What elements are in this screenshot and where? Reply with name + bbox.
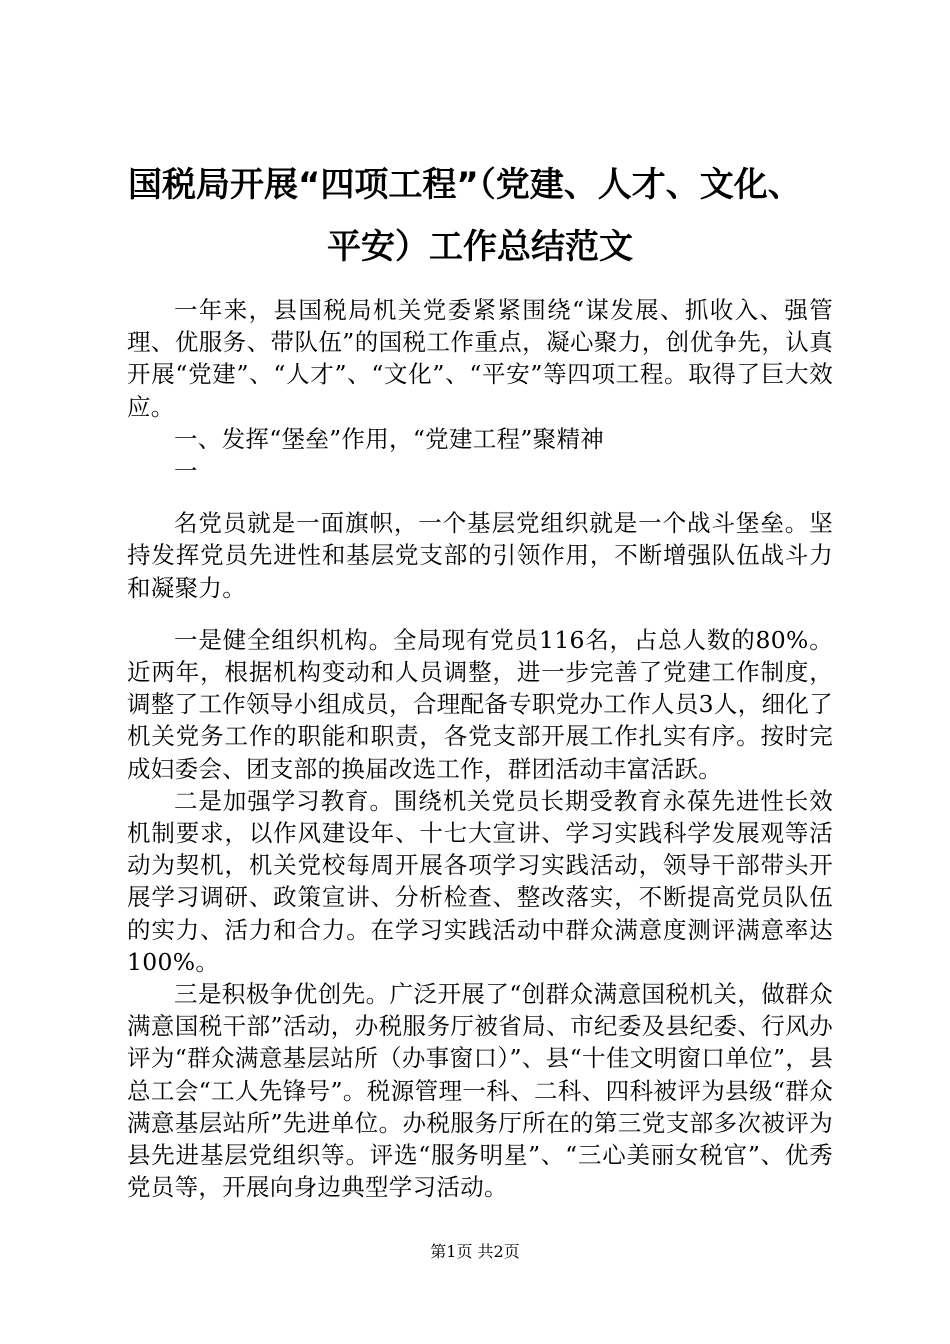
- document-body: [127, 294, 833, 1203]
- document-title-line-2: 平安）工作总结范文: [327, 227, 633, 267]
- section-heading-1: 一、发挥“堡垒”作用，“党建工程”聚精神: [174, 424, 605, 453]
- paragraph-party-members: 名党员就是一面旗帜，一个基层党组织就是一个战斗堡垒。坚持发挥党员先进性和基层党支部的引领作用，不断增强队伍战斗力和凝聚力。: [127, 509, 833, 602]
- paragraph-excellence: 三是积极争优创先。广泛开展了“创群众满意国税机关，做群众满意国税干部”活动，办税服务厅被省局、市纪委及县纪委、行风办评为“群众满意基层站所（办事窗口）”、县“十佳文明窗口单位”，县总工会“工人先锋号”。税源管理一科、二科、四科被评为县级“群众满意基层站所”先进单位。办税服务厅所在的第三党支部多次被评为县先进基层党组织等。评选“服务明星”、“三心美丽女税官”、优秀党员等，开展向身边典型学习活动。: [127, 980, 833, 1202]
- paragraph-fragment: 一: [174, 457, 198, 486]
- paragraph-intro: 一年来，县国税局机关党委紧紧围绕“谋发展、抓收入、强管理、优服务、带队伍”的国税工作重点，凝心聚力，创优争先，认真开展“党建”、“人才”、“文化”、“平安”等四项工程。取得了巨大效应。: [127, 296, 833, 421]
- paragraph-organization: 一是健全组织机构。全局现有党员116名，占总人数的80%。近两年，根据机构变动和人员调整，进一步完善了党建工作制度，调整了工作领导小组成员，合理配备专职党办工作人员3人，细化了机关党务工作的职能和职责，各党支部开展工作扎实有序。按时完成妇委会、团支部的换届改选工作，群团活动丰富活跃。: [127, 625, 833, 783]
- page-footer: 第1页 共2页: [430, 1242, 520, 1261]
- paragraph-education: 二是加强学习教育。围绕机关党员长期受教育永葆先进性长效机制要求，以作风建设年、十七大宣讲、学习实践科学发展观等活动为契机，机关党校每周开展各项学习实践活动，领导干部带头开展学习调研、政策宣讲、分析检查、整改落实，不断提高党员队伍的实力、活力和合力。在学习实践活动中群众满意度测评满意率达100%。: [127, 786, 833, 976]
- document-title-line-1: 国税局开展“四项工程”（党建、人才、文化、: [128, 165, 802, 205]
